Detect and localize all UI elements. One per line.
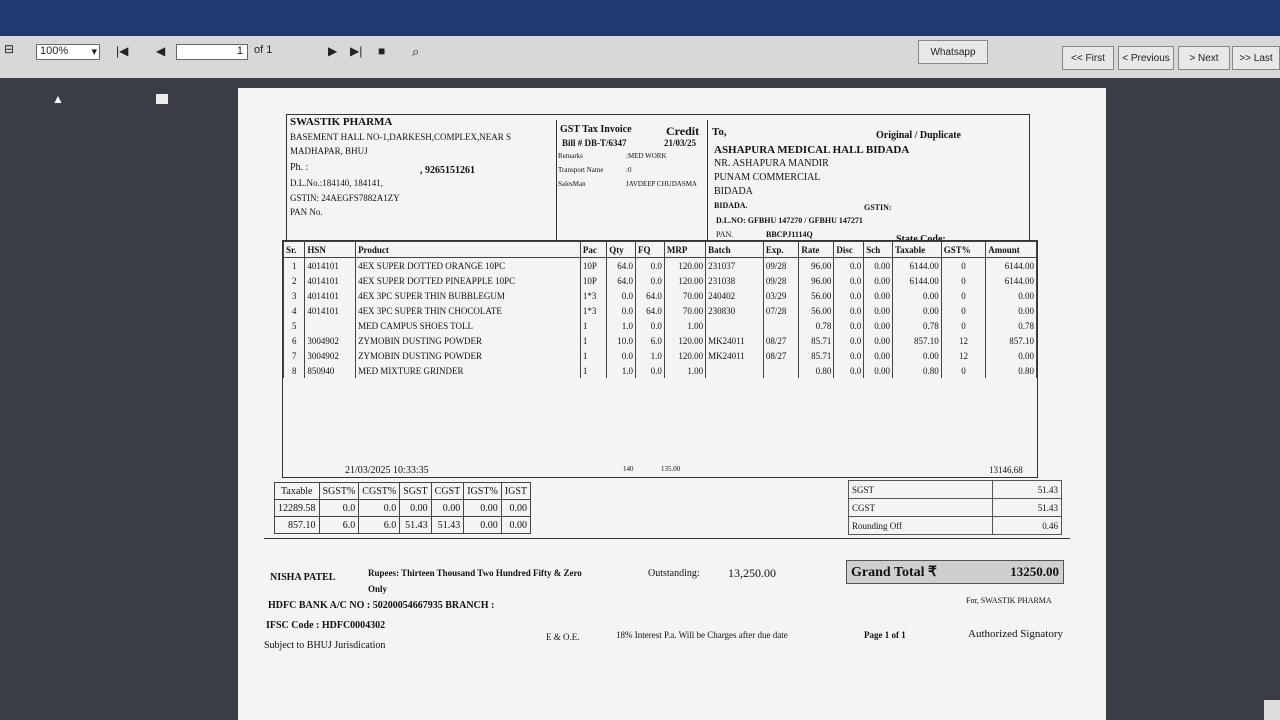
table-cell: 6144.00 bbox=[892, 273, 941, 288]
table-cell: 0.00 bbox=[864, 348, 893, 363]
table-cell: 1 bbox=[580, 363, 606, 378]
tax-total-value: 51.43 bbox=[993, 499, 1062, 517]
table-row bbox=[284, 333, 1037, 348]
window-title-bar bbox=[0, 0, 1280, 38]
table-cell: 0.80 bbox=[892, 363, 941, 378]
items-col-header: Exp. bbox=[763, 242, 798, 258]
items-col-header: Pac bbox=[580, 242, 606, 258]
table-cell: 5 bbox=[284, 318, 305, 333]
table-cell: 8 bbox=[284, 363, 305, 378]
table-cell: 03/29 bbox=[763, 288, 798, 303]
tax-total-value: 0.46 bbox=[993, 517, 1062, 535]
table-cell: 08/27 bbox=[763, 333, 798, 348]
tax-col-header: Taxable bbox=[275, 483, 320, 500]
table-cell: 1 bbox=[580, 333, 606, 348]
table-cell: 0.00 bbox=[986, 348, 1037, 363]
table-cell: 7 bbox=[284, 348, 305, 363]
table-row bbox=[284, 303, 1037, 318]
table-cell: ZYMOBIN DUSTING POWDER bbox=[356, 333, 581, 348]
tree-toggle-icon[interactable]: ⊟ bbox=[4, 42, 15, 56]
table-cell: 1.0 bbox=[607, 318, 636, 333]
invoice-mode: Credit bbox=[666, 124, 700, 138]
table-cell: 2 bbox=[284, 273, 305, 288]
items-col-header: Product bbox=[356, 242, 581, 258]
table-cell: 4 bbox=[284, 303, 305, 318]
table-cell: 0.0 bbox=[636, 363, 665, 378]
table-row bbox=[284, 273, 1037, 288]
table-cell: 64.0 bbox=[636, 288, 665, 303]
table-cell: 4EX 3PC SUPER THIN CHOCOLATE bbox=[356, 303, 581, 318]
zoom-value: 100% bbox=[40, 45, 69, 57]
table-cell: 0.00 bbox=[892, 288, 941, 303]
table-cell: 0 bbox=[941, 288, 985, 303]
table-cell: 08/27 bbox=[763, 348, 798, 363]
tax-cell: 51.43 bbox=[400, 517, 431, 534]
table-cell: 0.00 bbox=[864, 318, 893, 333]
remarks-label: Remarks bbox=[558, 152, 583, 160]
chevron-down-icon: ▾ bbox=[91, 46, 97, 58]
tax-total-row bbox=[849, 481, 1062, 499]
table-cell: 1 bbox=[284, 258, 305, 274]
tax-col-header: CGST% bbox=[359, 483, 400, 500]
table-cell: 12 bbox=[941, 333, 985, 348]
tax-header-row bbox=[275, 483, 531, 500]
seller-phone: , 9265151261 bbox=[420, 165, 475, 176]
table-cell: 6144.00 bbox=[986, 258, 1037, 274]
table-cell: 0.78 bbox=[986, 318, 1037, 333]
table-cell: 12 bbox=[941, 348, 985, 363]
table-cell: 0.0 bbox=[636, 258, 665, 274]
table-cell: 70.00 bbox=[664, 303, 705, 318]
table-cell: 1.0 bbox=[607, 363, 636, 378]
table-cell: 0.00 bbox=[864, 333, 893, 348]
table-cell: 10P bbox=[580, 273, 606, 288]
buyer-address-line-3: BIDADA bbox=[714, 186, 753, 197]
items-col-header: GST% bbox=[941, 242, 985, 258]
seller-pan: PAN No. bbox=[290, 207, 323, 217]
table-cell: 4014101 bbox=[305, 303, 356, 318]
tax-cell: 6.0 bbox=[319, 517, 359, 534]
table-cell: 231037 bbox=[706, 258, 764, 274]
buyer-address-line-1: NR. ASHAPURA MANDIR bbox=[714, 158, 829, 169]
table-cell: 0.00 bbox=[864, 303, 893, 318]
table-cell: 4EX SUPER DOTTED PINEAPPLE 10PC bbox=[356, 273, 581, 288]
table-cell: 0.0 bbox=[636, 318, 665, 333]
amount-total: 13146.68 bbox=[989, 465, 1023, 475]
tax-col-header: IGST% bbox=[464, 483, 502, 500]
items-col-header: Batch bbox=[706, 242, 764, 258]
table-cell: ZYMOBIN DUSTING POWDER bbox=[356, 348, 581, 363]
table-cell bbox=[706, 318, 764, 333]
tax-cell: 0.00 bbox=[464, 500, 502, 517]
table-cell: 0 bbox=[941, 273, 985, 288]
table-cell: 120.00 bbox=[664, 348, 705, 363]
items-col-header: HSN bbox=[305, 242, 356, 258]
seller-address-line-1: BASEMENT HALL NO-1,DARKESH,COMPLEX,NEAR S bbox=[290, 132, 512, 142]
table-cell: 0 bbox=[941, 318, 985, 333]
table-cell: 0.00 bbox=[892, 303, 941, 318]
table-row bbox=[284, 363, 1037, 378]
transport-label: Transport Name bbox=[558, 166, 604, 174]
table-cell: 120.00 bbox=[664, 258, 705, 274]
customer-name: NISHA PATEL bbox=[270, 572, 336, 583]
table-cell: 0.0 bbox=[834, 348, 864, 363]
stop-icon[interactable]: ■ bbox=[378, 44, 386, 58]
table-cell: MED MIXTURE GRINDER bbox=[356, 363, 581, 378]
table-cell: 0.78 bbox=[892, 318, 941, 333]
tax-col-header: IGST bbox=[501, 483, 530, 500]
table-row bbox=[284, 288, 1037, 303]
eoe: E & O.E. bbox=[546, 632, 580, 642]
zoom-select[interactable] bbox=[36, 44, 100, 60]
table-row bbox=[284, 348, 1037, 363]
outstanding-label: Outstanding: bbox=[648, 568, 700, 579]
items-table-box bbox=[282, 240, 1038, 478]
table-cell: 85.71 bbox=[799, 348, 834, 363]
prev-page-icon[interactable]: ◀ bbox=[156, 44, 166, 58]
table-cell: 1 bbox=[580, 348, 606, 363]
first-page-icon[interactable]: |◀ bbox=[116, 44, 129, 58]
table-cell: 0.0 bbox=[834, 333, 864, 348]
mouse-cursor-icon: ▲ bbox=[52, 92, 64, 106]
table-cell: 09/28 bbox=[763, 258, 798, 274]
table-cell: 850940 bbox=[305, 363, 356, 378]
table-cell: 4EX 3PC SUPER THIN BUBBLEGUM bbox=[356, 288, 581, 303]
interest-note: 18% Interest P.a. Will be Charges after due date bbox=[616, 630, 788, 640]
invoice-type: GST Tax Invoice bbox=[560, 124, 632, 135]
bill-date: 21/03/25 bbox=[664, 138, 697, 148]
authorized-signatory: Authorized Signatory bbox=[968, 628, 1064, 640]
table-cell: 6 bbox=[284, 333, 305, 348]
items-col-header: Amount bbox=[986, 242, 1037, 258]
table-cell: 3 bbox=[284, 288, 305, 303]
tax-cell: 0.00 bbox=[400, 500, 431, 517]
jurisdiction: Subject to BHUJ Jurisdication bbox=[264, 640, 386, 651]
last-page-icon[interactable]: ▶| bbox=[350, 44, 363, 58]
report-toolbar bbox=[0, 36, 1280, 79]
table-cell: 1 bbox=[580, 318, 606, 333]
tax-total-label: CGST bbox=[849, 499, 993, 517]
tax-cell: 0.00 bbox=[501, 517, 530, 534]
table-cell: 56.00 bbox=[799, 303, 834, 318]
table-cell: MK24011 bbox=[706, 348, 764, 363]
buyer-state-code: State Code: bbox=[896, 234, 946, 245]
next-page-icon[interactable]: ▶ bbox=[328, 44, 338, 58]
table-cell: 0.80 bbox=[986, 363, 1037, 378]
table-cell: 0.0 bbox=[834, 288, 864, 303]
page-number-input[interactable]: 1 bbox=[176, 44, 248, 60]
previous-button[interactable]: < Previous bbox=[1118, 46, 1174, 70]
table-cell: 0.0 bbox=[834, 258, 864, 274]
tax-col-header: CGST bbox=[431, 483, 464, 500]
items-col-header: Sr. bbox=[284, 242, 305, 258]
table-cell: 1.00 bbox=[664, 363, 705, 378]
table-cell: 1*3 bbox=[580, 303, 606, 318]
table-cell: 4014101 bbox=[305, 273, 356, 288]
table-cell: MED CAMPUS SHOES TOLL bbox=[356, 318, 581, 333]
tax-col-header: SGST bbox=[400, 483, 431, 500]
binoculars-icon[interactable]: ⌕ bbox=[412, 44, 420, 59]
table-cell: 10.0 bbox=[607, 333, 636, 348]
table-cell: 231038 bbox=[706, 273, 764, 288]
tax-row bbox=[275, 517, 531, 534]
table-cell: 0.00 bbox=[864, 288, 893, 303]
next-button[interactable]: > Next bbox=[1178, 46, 1230, 70]
tax-total-value: 51.43 bbox=[993, 481, 1062, 499]
table-cell: 0.0 bbox=[834, 303, 864, 318]
table-cell: 09/28 bbox=[763, 273, 798, 288]
buyer-dl: D.L.NO: GFBHU 147270 / GFBHU 147271 bbox=[716, 216, 863, 225]
table-cell: 3004902 bbox=[305, 348, 356, 363]
table-cell: 230830 bbox=[706, 303, 764, 318]
table-cell: 0.0 bbox=[834, 318, 864, 333]
buyer-address-line-2: PUNAM COMMERCIAL bbox=[714, 172, 821, 183]
items-col-header: MRP bbox=[664, 242, 705, 258]
seller-name: SWASTIK PHARMA bbox=[290, 116, 393, 128]
table-cell: 4014101 bbox=[305, 258, 356, 274]
page-number: Page 1 of 1 bbox=[864, 630, 906, 640]
table-cell: 6.0 bbox=[636, 333, 665, 348]
tax-totals-table bbox=[848, 480, 1062, 535]
table-cell: 56.00 bbox=[799, 288, 834, 303]
grand-total-box bbox=[846, 560, 1064, 584]
items-table bbox=[283, 241, 1037, 378]
amount-in-words-2: Only bbox=[368, 584, 388, 594]
seller-dl: D.L.No.:184140, 184141, bbox=[290, 178, 383, 188]
table-cell: 0.0 bbox=[607, 288, 636, 303]
tax-cell: 0.00 bbox=[431, 500, 464, 517]
tax-cell: 6.0 bbox=[359, 517, 400, 534]
table-cell bbox=[706, 363, 764, 378]
table-cell: 85.71 bbox=[799, 333, 834, 348]
qty-total: 140 bbox=[623, 465, 634, 473]
table-cell: 4014101 bbox=[305, 288, 356, 303]
table-cell bbox=[763, 318, 798, 333]
table-cell: 1.0 bbox=[636, 348, 665, 363]
tax-cell: 0.0 bbox=[319, 500, 359, 517]
items-col-header: Disc bbox=[834, 242, 864, 258]
table-cell: 240402 bbox=[706, 288, 764, 303]
table-cell: 4EX SUPER DOTTED ORANGE 10PC bbox=[356, 258, 581, 274]
tax-cell: 0.0 bbox=[359, 500, 400, 517]
table-cell: 0.0 bbox=[834, 273, 864, 288]
table-cell: 1*3 bbox=[580, 288, 606, 303]
table-cell: 1.00 bbox=[664, 318, 705, 333]
tax-total-row bbox=[849, 517, 1062, 535]
table-cell: 0 bbox=[941, 303, 985, 318]
grand-total-value: 13250.00 bbox=[1010, 564, 1059, 579]
items-col-header: FQ bbox=[636, 242, 665, 258]
last-button[interactable]: >> Last bbox=[1232, 46, 1280, 70]
table-cell: 0.00 bbox=[986, 288, 1037, 303]
grand-total-label: Grand Total ₹ bbox=[851, 565, 937, 580]
table-cell: 07/28 bbox=[763, 303, 798, 318]
table-row bbox=[284, 258, 1037, 274]
table-cell: 0.0 bbox=[607, 303, 636, 318]
table-cell: 70.00 bbox=[664, 288, 705, 303]
table-cell: 0.78 bbox=[799, 318, 834, 333]
table-cell: 120.00 bbox=[664, 333, 705, 348]
table-cell: 120.00 bbox=[664, 273, 705, 288]
table-cell bbox=[763, 363, 798, 378]
table-cell: 0.00 bbox=[986, 303, 1037, 318]
fq-total: 135.00 bbox=[661, 465, 681, 473]
table-cell: 0.00 bbox=[864, 273, 893, 288]
buyer-pan-label: PAN. bbox=[716, 230, 734, 239]
tax-cell: 857.10 bbox=[275, 517, 320, 534]
table-cell: 3004902 bbox=[305, 333, 356, 348]
page-count: of 1 bbox=[254, 44, 273, 56]
table-cell: 0.00 bbox=[864, 258, 893, 274]
table-cell: 6144.00 bbox=[986, 273, 1037, 288]
tax-cell: 0.00 bbox=[464, 517, 502, 534]
table-cell: 64.0 bbox=[607, 273, 636, 288]
table-cell: 0.00 bbox=[864, 363, 893, 378]
tax-total-row bbox=[849, 499, 1062, 517]
buyer-address-line-4: BIDADA. bbox=[714, 201, 748, 210]
outstanding-value: 13,250.00 bbox=[728, 566, 776, 580]
table-cell: 0.0 bbox=[834, 363, 864, 378]
table-cell: 96.00 bbox=[799, 273, 834, 288]
items-col-header: Taxable bbox=[892, 242, 941, 258]
table-row bbox=[284, 318, 1037, 333]
items-col-header: Qty bbox=[607, 242, 636, 258]
tax-col-header: SGST% bbox=[319, 483, 359, 500]
table-cell: 857.10 bbox=[892, 333, 941, 348]
table-cell: 64.0 bbox=[607, 258, 636, 274]
items-col-header: Sch bbox=[864, 242, 893, 258]
whatsapp-button[interactable]: Whatsapp bbox=[918, 40, 988, 64]
amount-in-words: Rupees: Thirteen Thousand Two Hundred Fifty & Zero bbox=[368, 568, 582, 578]
bill-number: Bill # DB-T/6347 bbox=[562, 138, 627, 148]
buyer-to: To, bbox=[712, 126, 727, 138]
table-cell: 0.0 bbox=[636, 273, 665, 288]
items-header-row bbox=[284, 242, 1037, 258]
table-cell: 6144.00 bbox=[892, 258, 941, 274]
table-cell: 857.10 bbox=[986, 333, 1037, 348]
first-button[interactable]: << First bbox=[1062, 46, 1114, 70]
tax-total-label: SGST bbox=[849, 481, 993, 499]
scroll-corner[interactable] bbox=[1264, 700, 1280, 720]
table-cell bbox=[305, 318, 356, 333]
salesman-value: JAVDEEP CHUDASMA bbox=[626, 180, 697, 188]
tax-cell: 51.43 bbox=[431, 517, 464, 534]
for-company: For, SWASTIK PHARMA bbox=[966, 596, 1052, 605]
remarks-value: :MED WORK bbox=[626, 152, 667, 160]
bank-details: HDFC BANK A/C NO : 50200054667935 BRANCH : bbox=[268, 600, 495, 611]
table-cell: 0 bbox=[941, 258, 985, 274]
tax-summary-table bbox=[274, 482, 531, 534]
items-col-header: Rate bbox=[799, 242, 834, 258]
table-cell: 64.0 bbox=[636, 303, 665, 318]
table-cell: 0.0 bbox=[607, 348, 636, 363]
tax-cell: 0.00 bbox=[501, 500, 530, 517]
seller-phone-label: Ph. : bbox=[290, 162, 309, 173]
tax-row bbox=[275, 500, 531, 517]
seller-gstin: GSTIN: 24AEGFS7882A1ZY bbox=[290, 193, 400, 203]
copy-label: Original / Duplicate bbox=[876, 130, 961, 141]
page-thumbnail-icon[interactable] bbox=[156, 94, 168, 104]
salesman-label: SalesMan bbox=[558, 180, 586, 188]
table-cell: MK24011 bbox=[706, 333, 764, 348]
table-cell: 10P bbox=[580, 258, 606, 274]
tax-total-label: Rounding Off bbox=[849, 517, 993, 535]
print-timestamp: 21/03/2025 10:33:35 bbox=[345, 465, 429, 476]
table-cell: 96.00 bbox=[799, 258, 834, 274]
table-cell: 0 bbox=[941, 363, 985, 378]
table-cell: 0.00 bbox=[892, 348, 941, 363]
seller-address-line-2: MADHAPAR, BHUJ bbox=[290, 146, 368, 156]
buyer-name: ASHAPURA MEDICAL HALL BIDADA bbox=[714, 144, 910, 156]
table-cell: 0.80 bbox=[799, 363, 834, 378]
tax-cell: 12289.58 bbox=[275, 500, 320, 517]
ifsc-code: IFSC Code : HDFC0004302 bbox=[266, 620, 386, 631]
transport-value: :0 bbox=[626, 166, 632, 174]
buyer-gstin: GSTIN: bbox=[864, 203, 892, 212]
buyer-pan: BBCPJ1114Q bbox=[766, 230, 813, 239]
